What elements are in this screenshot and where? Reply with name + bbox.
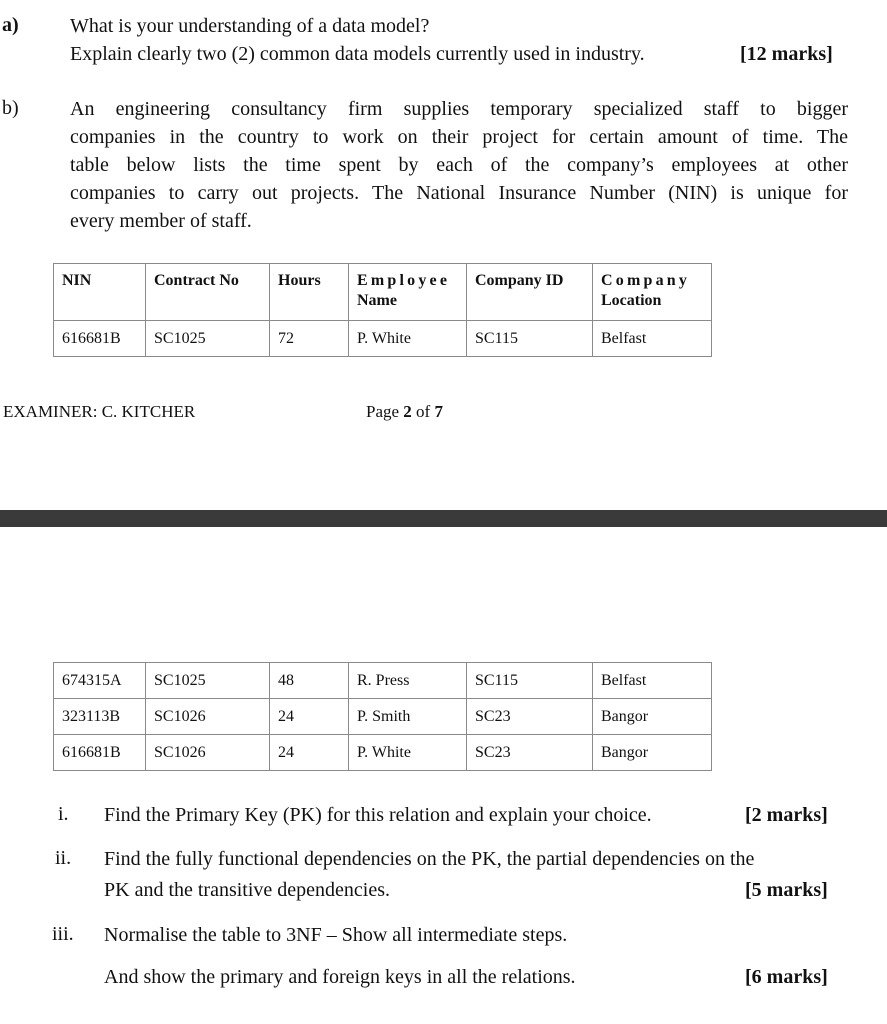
staff-table-top — [53, 263, 712, 357]
header-nin: NIN — [54, 264, 146, 321]
subquestion-iii-marks: [6 marks] — [745, 966, 828, 988]
cell-contract-no: SC1026 — [146, 699, 270, 735]
cell-contract-no: SC1026 — [146, 735, 270, 771]
question-a-line1: What is your understanding of a data model? — [70, 15, 430, 37]
cell-nin: 616681B — [54, 735, 146, 771]
cell-company-id: SC23 — [467, 699, 593, 735]
question-b-line: companies to carry out projects. The National Insurance Number (NIN) is unique for — [70, 182, 848, 204]
question-b-label: b) — [2, 97, 19, 119]
table-header-row — [54, 264, 712, 321]
question-a-label: a) — [2, 14, 19, 36]
cell-nin: 616681B — [54, 321, 146, 357]
cell-employee-name: R. Press — [349, 663, 467, 699]
question-b-line: table below lists the time spent by each of the company’s employees at other — [70, 154, 848, 176]
page-number: Page 2 of 7 — [366, 402, 443, 421]
table-row — [54, 699, 712, 735]
question-b-line: An engineering consultancy firm supplies temporary specialized staff to bigger — [70, 98, 848, 120]
header-hours: Hours — [270, 264, 349, 321]
cell-hours: 72 — [270, 321, 349, 357]
subquestion-i-text: Find the Primary Key (PK) for this relation and explain your choice. — [104, 804, 652, 826]
cell-hours: 24 — [270, 735, 349, 771]
subquestion-iii-text-line1: Normalise the table to 3NF – Show all intermediate steps. — [104, 924, 568, 946]
cell-company-location: Bangor — [593, 735, 712, 771]
examiner-name: EXAMINER: C. KITCHER — [3, 402, 196, 421]
subquestion-i-marks: [2 marks] — [745, 804, 828, 826]
cell-company-location: Belfast — [593, 663, 712, 699]
cell-contract-no: SC1025 — [146, 321, 270, 357]
page-break-divider — [0, 510, 887, 527]
cell-hours: 48 — [270, 663, 349, 699]
cell-employee-name: P. White — [349, 735, 467, 771]
question-b-line: every member of staff. — [70, 210, 252, 232]
subquestion-iii-number: iii. — [52, 923, 74, 945]
cell-company-location: Belfast — [593, 321, 712, 357]
subquestion-iii-text-line2: And show the primary and foreign keys in all the relations. — [104, 966, 576, 988]
question-b-line: companies in the country to work on their project for certain amount of time. The — [70, 126, 848, 148]
subquestion-i-number: i. — [58, 803, 69, 825]
subquestion-ii-text-line2: PK and the transitive dependencies. — [104, 879, 391, 901]
cell-company-location: Bangor — [593, 699, 712, 735]
cell-hours: 24 — [270, 699, 349, 735]
cell-nin: 674315A — [54, 663, 146, 699]
subquestion-ii-text-line1: Find the fully functional dependencies on the PK, the partial dependencies on the — [104, 848, 755, 870]
subquestion-ii-marks: [5 marks] — [745, 879, 828, 901]
staff-table-continued — [53, 662, 712, 771]
header-company-id: Company ID — [467, 264, 593, 321]
cell-employee-name: P. White — [349, 321, 467, 357]
table-row — [54, 321, 712, 357]
cell-company-id: SC23 — [467, 735, 593, 771]
table-row — [54, 735, 712, 771]
table-row — [54, 663, 712, 699]
header-company-location: Company Location — [593, 264, 712, 321]
question-a-line2: Explain clearly two (2) common data models currently used in industry. — [70, 43, 645, 65]
header-employee-name: Employee Name — [349, 264, 467, 321]
cell-contract-no: SC1025 — [146, 663, 270, 699]
cell-employee-name: P. Smith — [349, 699, 467, 735]
question-a-marks: [12 marks] — [740, 43, 833, 65]
cell-company-id: SC115 — [467, 321, 593, 357]
subquestion-ii-number: ii. — [55, 847, 72, 869]
header-contract-no: Contract No — [146, 264, 270, 321]
cell-company-id: SC115 — [467, 663, 593, 699]
cell-nin: 323113B — [54, 699, 146, 735]
question-b-paragraph — [70, 95, 848, 235]
